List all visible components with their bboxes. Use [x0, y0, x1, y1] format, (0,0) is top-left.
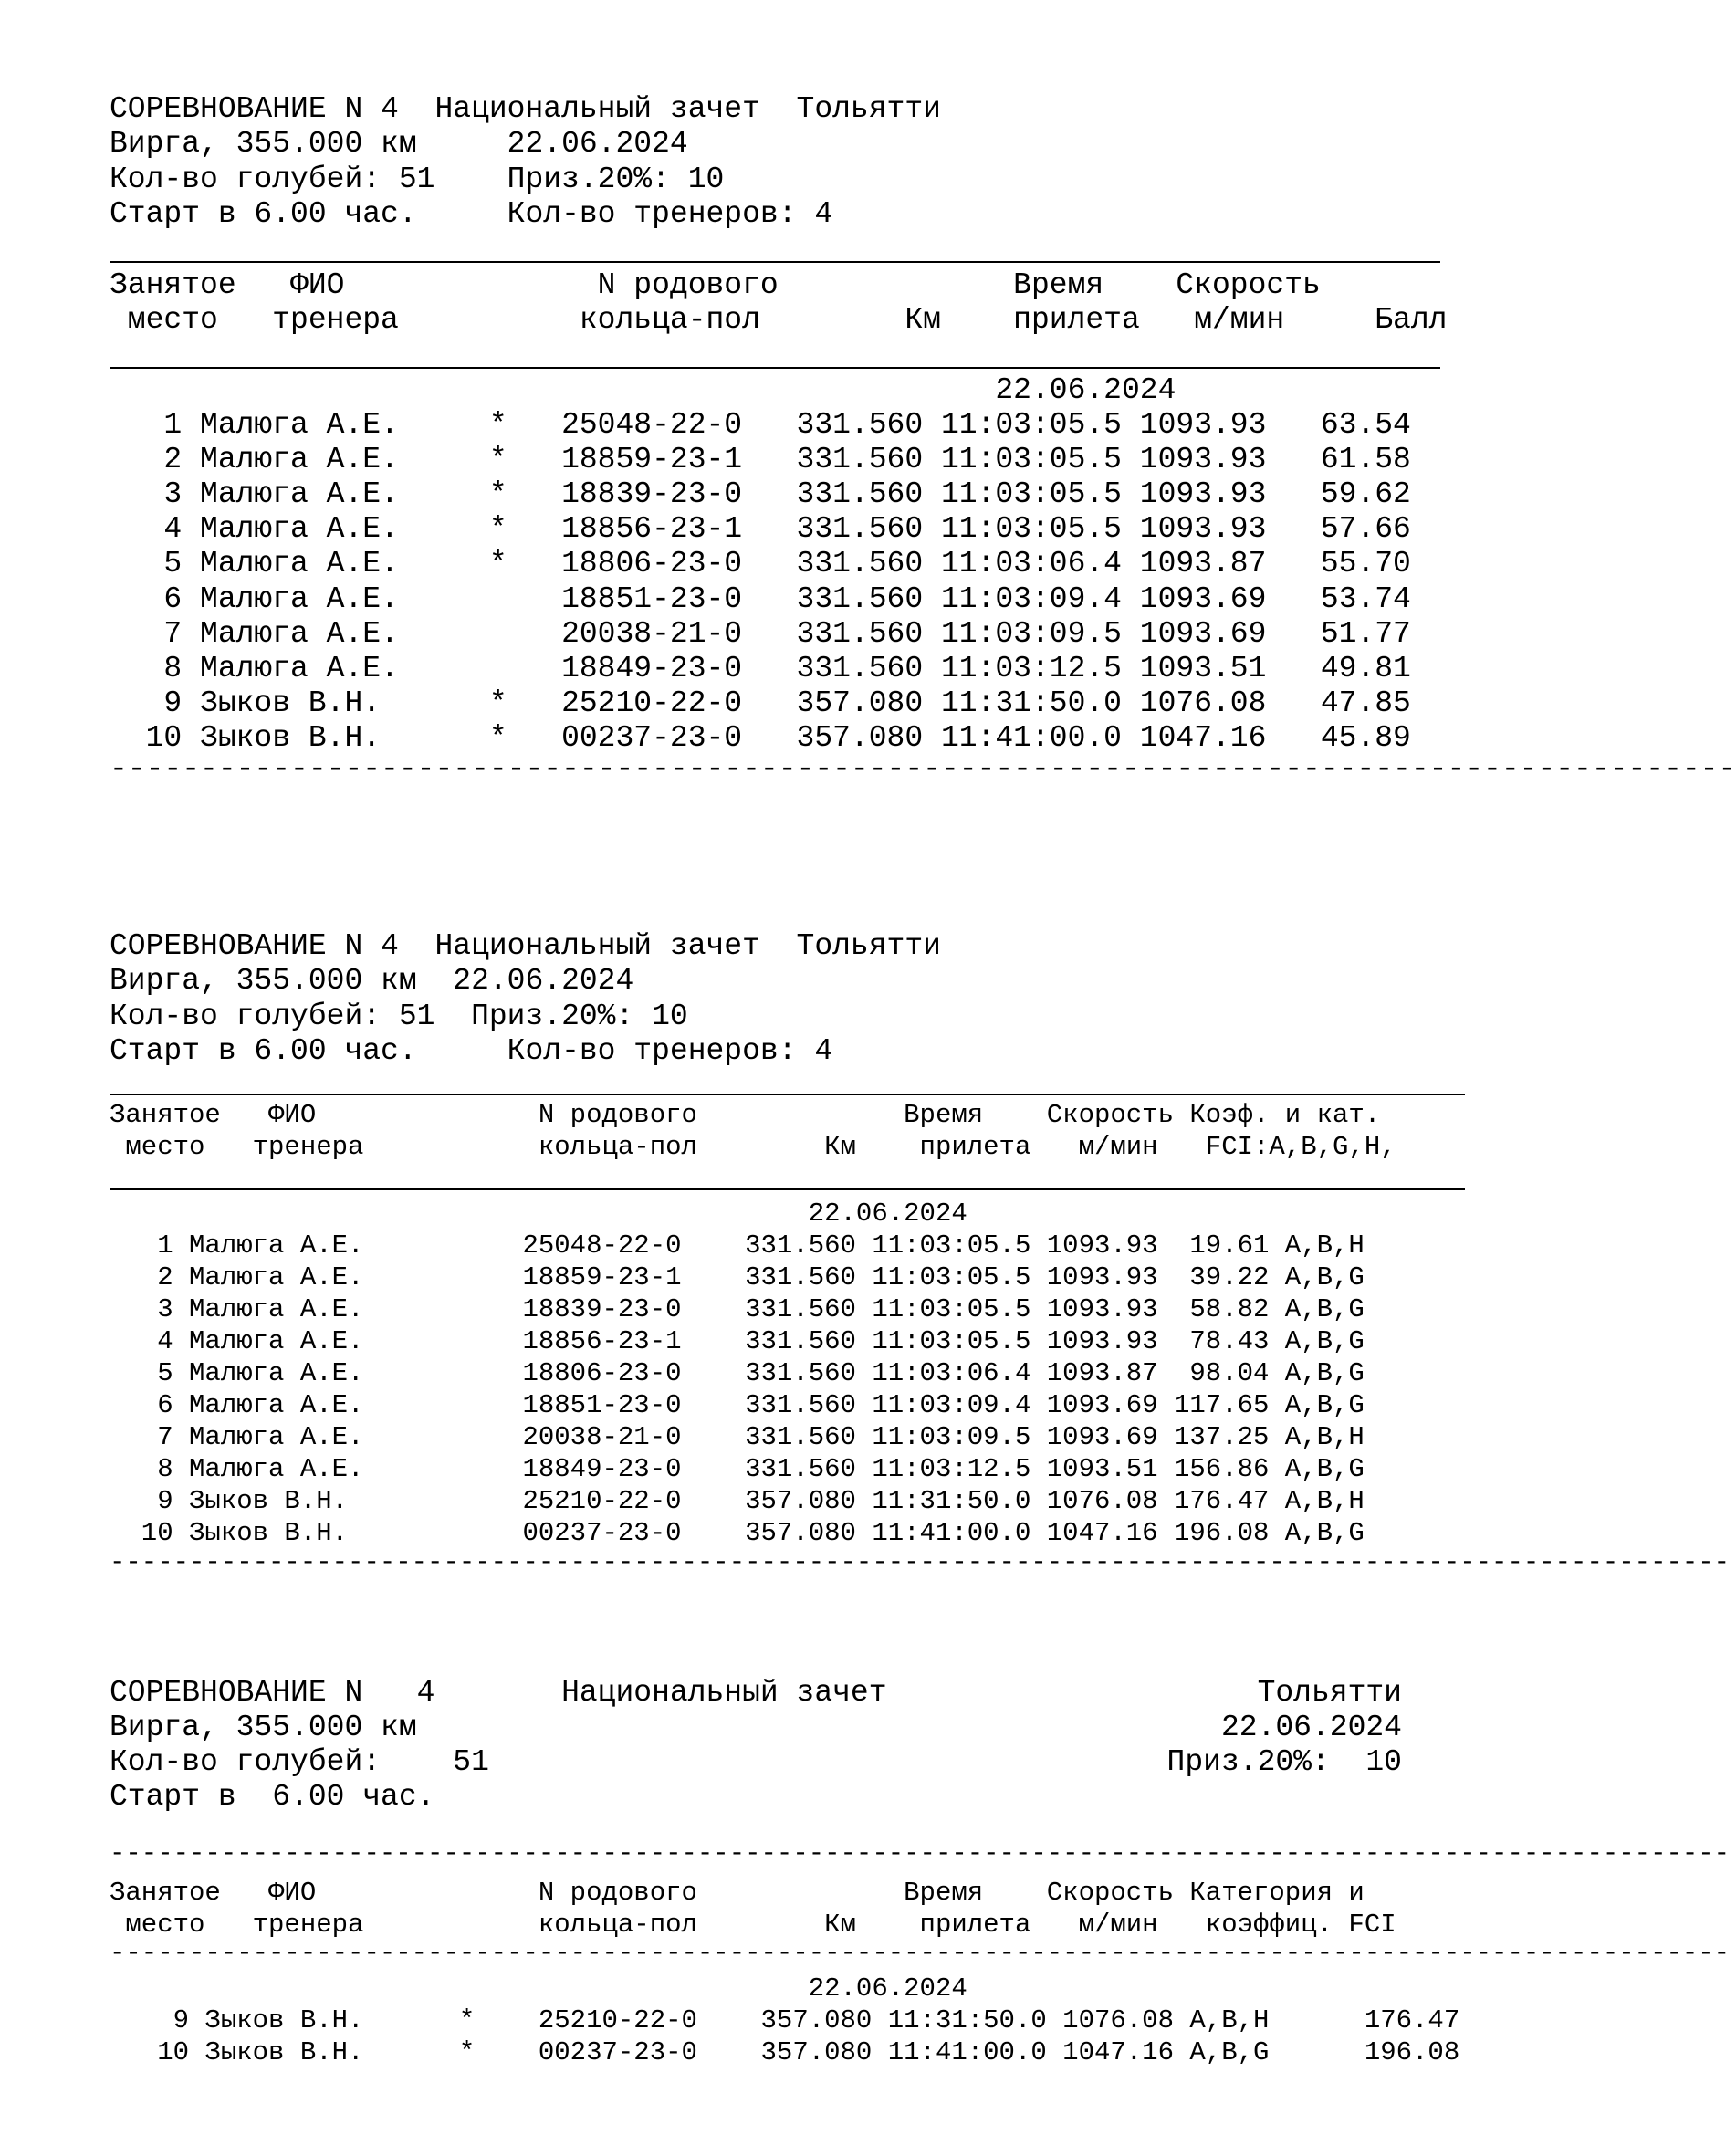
s2-header-line-2: Вирга, 355.000 км 22.06.2024 [110, 964, 634, 998]
table-row: 10 Зыков В.Н. 00237-23-0 357.080 11:41:00.0 1047.16 196.08 A,B,G [110, 1518, 1365, 1548]
s1-header-line-2: Вирга, 355.000 км 22.06.2024 [110, 127, 688, 161]
s3-rule-top: ------------------------------------------------------------------------------------------------------ [110, 1838, 1731, 1868]
s3-header-right-3: Приз.20%: 10 [1166, 1745, 1402, 1779]
table-row: 1 Малюга А.Е. 25048-22-0 331.560 11:03:05.5 1093.93 19.61 A,B,H [110, 1230, 1365, 1261]
s2-rule-mid [110, 1188, 1465, 1190]
s1-rule-mid [110, 367, 1440, 369]
s3-rule-mid: ------------------------------------------------------------------------------------------------------ [110, 1938, 1731, 1968]
table-row: 9 Зыков В.Н. 25210-22-0 357.080 11:31:50.0 1076.08 176.47 A,B,H [110, 1486, 1365, 1516]
table-row: 8 Малюга А.Е. 18849-23-0 331.560 11:03:12.5 1093.51 156.86 A,B,G [110, 1454, 1365, 1484]
s1-rule-top [110, 261, 1440, 263]
s2-header-line-3: Кол-во голубей: 51 Приз.20%: 10 [110, 999, 688, 1033]
s2-rule-bottom: ------------------------------------------------------------------------------------------------------ [110, 1547, 1731, 1577]
table-row: 9 Зыков В.Н. * 25210-22-0 357.080 11:31:50.0 1076.08 47.85 [110, 686, 1411, 720]
table-row: 6 Малюга А.Е. 18851-23-0 331.560 11:03:09.4 1093.69 117.65 A,B,G [110, 1390, 1365, 1420]
s3-header-right-1: Тольятти [1257, 1676, 1402, 1710]
table-row: 5 Малюга А.Е. 18806-23-0 331.560 11:03:06.4 1093.87 98.04 A,B,G [110, 1358, 1365, 1388]
s2-header-line-4: Старт в 6.00 час. Кол-во тренеров: 4 [110, 1034, 833, 1068]
s2-col-header-2: место тренера кольца-пол Км прилета м/мин FCI:A,B,G,H, [110, 1132, 1396, 1162]
s2-col-header-1: Занятое ФИО N родового Время Скорость Коэф. и кат. [110, 1100, 1381, 1130]
s2-header-line-1: СОРЕВНОВАНИЕ N 4 Национальный зачет Тольятти [110, 929, 941, 963]
s1-header-line-3: Кол-во голубей: 51 Приз.20%: 10 [110, 162, 725, 196]
table-row: 8 Малюга А.Е. 18849-23-0 331.560 11:03:12.5 1093.51 49.81 [110, 652, 1411, 686]
table-row: 4 Малюга А.Е. * 18856-23-1 331.560 11:03:05.5 1093.93 57.66 [110, 512, 1411, 546]
s2-rule-top [110, 1094, 1465, 1095]
table-row: 1 Малюга А.Е. * 25048-22-0 331.560 11:03:05.5 1093.93 63.54 [110, 408, 1411, 442]
table-row: 9 Зыков В.Н. * 25210-22-0 357.080 11:31:50.0 1076.08 A,B,H 176.47 [110, 2005, 1460, 2036]
table-row: 6 Малюга А.Е. 18851-23-0 331.560 11:03:09.4 1093.69 53.74 [110, 582, 1411, 616]
s3-header-left-4: Старт в 6.00 час. [110, 1780, 435, 1814]
table-row: 3 Малюга А.Е. 18839-23-0 331.560 11:03:05.5 1093.93 58.82 A,B,G [110, 1294, 1365, 1324]
s1-header-line-4: Старт в 6.00 час. Кол-во тренеров: 4 [110, 197, 833, 231]
table-row: 10 Зыков В.Н. * 00237-23-0 357.080 11:41:00.0 1047.16 A,B,G 196.08 [110, 2037, 1460, 2067]
table-row: 2 Малюга А.Е. * 18859-23-1 331.560 11:03:05.5 1093.93 61.58 [110, 443, 1411, 476]
s1-header-line-1: СОРЕВНОВАНИЕ N 4 Национальный зачет Тольятти [110, 92, 941, 126]
s3-header-right-2: 22.06.2024 [1220, 1711, 1402, 1744]
table-row: 7 Малюга А.Е. 20038-21-0 331.560 11:03:09.5 1093.69 51.77 [110, 617, 1411, 651]
table-row: 10 Зыков В.Н. * 00237-23-0 357.080 11:41:00.0 1047.16 45.89 [110, 721, 1411, 755]
s3-header-left-1: СОРЕВНОВАНИЕ N 4 Национальный зачет [110, 1676, 887, 1710]
s1-date-line: 22.06.2024 [110, 373, 1177, 407]
s3-date-line: 22.06.2024 [110, 1973, 967, 2004]
s1-rule-bottom: ------------------------------------------------------------------------------------------ [110, 752, 1736, 786]
s3-col-header-2: место тренера кольца-пол Км прилета м/мин коэффиц. FCI [110, 1910, 1396, 1940]
s3-col-header-1: Занятое ФИО N родового Время Скорость Категория и [110, 1878, 1365, 1908]
table-row: 4 Малюга А.Е. 18856-23-1 331.560 11:03:05.5 1093.93 78.43 A,B,G [110, 1326, 1365, 1356]
table-row: 7 Малюга А.Е. 20038-21-0 331.560 11:03:09.5 1093.69 137.25 A,B,H [110, 1422, 1365, 1452]
s2-date-line: 22.06.2024 [110, 1198, 967, 1229]
s1-col-header-1: Занятое ФИО N родового Время Скорость [110, 268, 1321, 302]
s3-header-left-3: Кол-во голубей: 51 [110, 1745, 489, 1779]
s1-col-header-2: место тренера кольца-пол Км прилета м/мин Балл [110, 303, 1448, 337]
table-row: 3 Малюга А.Е. * 18839-23-0 331.560 11:03:05.5 1093.93 59.62 [110, 477, 1411, 511]
table-row: 2 Малюга А.Е. 18859-23-1 331.560 11:03:05.5 1093.93 39.22 A,B,G [110, 1262, 1365, 1293]
s3-header-left-2: Вирга, 355.000 км [110, 1711, 417, 1744]
table-row: 5 Малюга А.Е. * 18806-23-0 331.560 11:03:06.4 1093.87 55.70 [110, 547, 1411, 581]
